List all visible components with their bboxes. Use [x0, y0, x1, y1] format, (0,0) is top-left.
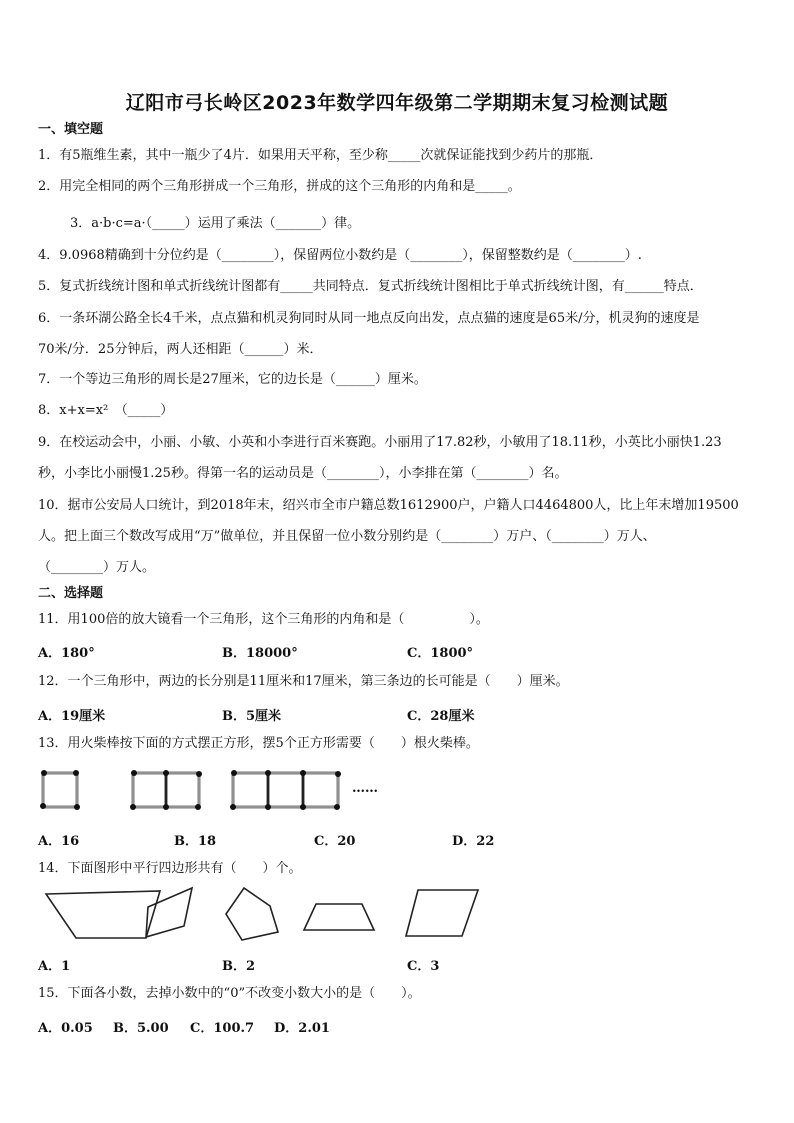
shape-trapezoid-irregular [46, 891, 160, 938]
q12-option-a: A．19厘米 [38, 709, 106, 724]
q15-option-c: C．100.7 [190, 1021, 255, 1036]
question-11: 11．用100倍的放大镜看一个三角形，这个三角形的内角和是（ ）。 [38, 612, 489, 627]
matchstick-square-1 [43, 773, 77, 807]
q11-option-b: B．18000° [222, 646, 298, 661]
q14-option-a: A．1 [38, 959, 71, 974]
question-4: 4．9.0968精确到十分位约是（________），保留两位小数约是（________），保留整数约是（________）. [38, 248, 642, 263]
matchstick-square-3c [303, 773, 338, 807]
q15-option-a: A．0.05 [38, 1021, 93, 1036]
q13-option-d: D．22 [452, 834, 495, 849]
q14-option-b: B．2 [222, 959, 256, 974]
matchstick-squares-figure [36, 766, 396, 812]
question-3: 3．a·b·c=a·（_____）运用了乘法（_______）律。 [70, 216, 361, 231]
question-1: 1．有5瓶维生素，其中一瓶少了4片．如果用天平称，至少称_____次就保证能找到少药片的那瓶． [38, 148, 603, 163]
question-6-line-2: 70米/分．25分钟后，两人还相距（______）米． [38, 342, 323, 357]
question-6-line-1: 6．一条环湖公路全长4千米，点点猫和机灵狗同时从同一地点反向出发，点点猫的速度是65米/分，机灵狗的速度是 [38, 311, 700, 326]
question-10-line-2: 人。把上面三个数改写成用“万”做单位，并且保留一位小数分别约是（________）万户、（________）万人、 [38, 529, 656, 544]
q14-option-c: C．3 [407, 959, 440, 974]
question-15: 15．下面各小数，去掉小数中的“0”不改变小数大小的是（ ）。 [38, 986, 421, 1001]
question-14: 14．下面图形中平行四边形共有（ ）个。 [38, 861, 302, 876]
question-10-line-1: 10．据市公安局人口统计，到2018年末，绍兴市全市户籍总数1612900户，户籍人口4464800人，比上年末增加19500 [38, 498, 739, 513]
matchstick-square-2a [133, 773, 166, 807]
q13-ellipsis: …… [352, 781, 378, 796]
matchstick-square-3a [233, 773, 268, 807]
question-2: 2．用完全相同的两个三角形拼成一个三角形，拼成的这个三角形的内角和是_____。 [38, 179, 521, 194]
question-10-line-3: （________）万人。 [38, 560, 156, 575]
page-title: 辽阳市弓长岭区2023年数学四年级第二学期期末复习检测试题 [125, 92, 669, 114]
section-fill-in-blank: 一、填空题 [38, 122, 104, 137]
q12-option-b: B．5厘米 [222, 709, 282, 724]
q11-option-c: C．1800° [407, 646, 474, 661]
question-12: 12．一个三角形中，两边的长分别是11厘米和17厘米，第三条边的长可能是（ ）厘米。 [38, 674, 569, 689]
shape-trapezoid [304, 904, 374, 930]
question-8: 8．x+x=x² （_____） [38, 403, 174, 418]
quadrilateral-figures [36, 882, 496, 946]
matchstick-square-2b [166, 773, 199, 807]
q13-option-a: A．16 [38, 834, 80, 849]
q15-option-b: B．5.00 [113, 1021, 169, 1036]
q15-option-d: D．2.01 [274, 1021, 330, 1036]
q12-option-c: C．28厘米 [407, 709, 475, 724]
section-multiple-choice: 二、选择题 [38, 586, 104, 601]
shape-parallelogram-2 [406, 890, 478, 936]
question-9-line-1: 9．在校运动会中，小丽、小敏、小英和小李进行百米赛跑。小丽用了17.82秒，小敏用了18.11秒，小英比小丽快1.23 [38, 435, 722, 450]
shape-pentagon [226, 888, 278, 940]
q13-option-c: C．20 [314, 834, 356, 849]
question-5: 5．复式折线统计图和单式折线统计图都有_____共同特点．复式折线统计图相比于单式折线统计图，有______特点． [38, 279, 703, 294]
q13-option-b: B．18 [174, 834, 217, 849]
question-9-line-2: 秒，小李比小丽慢1.25秒。得第一名的运动员是（________），小李排在第（________）名。 [38, 466, 568, 481]
question-13: 13．用火柴棒按下面的方式摆正方形，摆5个正方形需要（ ）根火柴棒。 [38, 736, 479, 751]
question-7: 7．一个等边三角形的周长是27厘米，它的边长是（______）厘米。 [38, 372, 427, 387]
matchstick-square-3b [268, 773, 303, 807]
q11-option-a: A．180° [38, 646, 95, 661]
